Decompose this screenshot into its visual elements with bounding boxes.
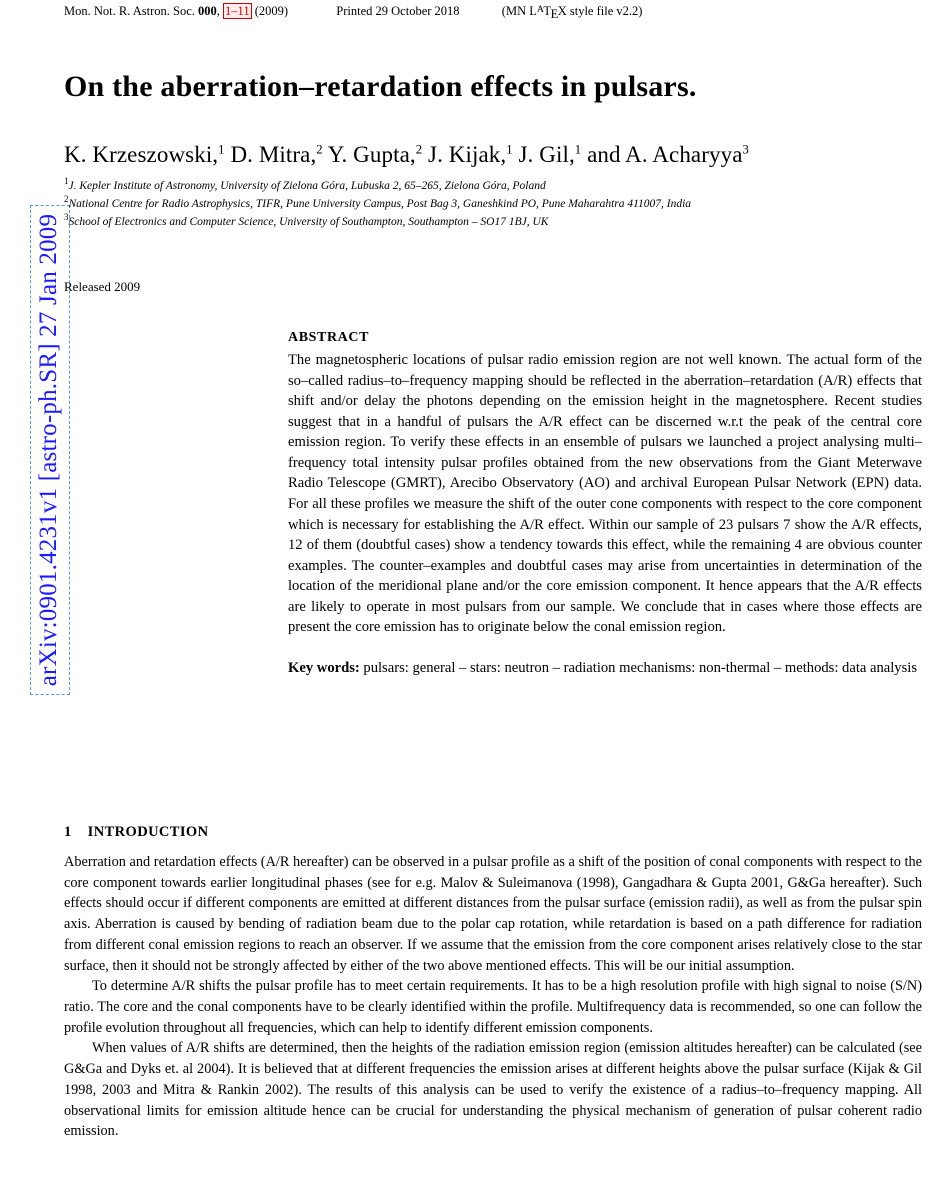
author-2-affil-marker: 2	[316, 142, 323, 157]
author-6-name: and A. Acharyya	[587, 142, 743, 167]
affiliation-3-marker: 3	[64, 212, 69, 222]
abstract-block	[288, 330, 922, 678]
affiliation-3-text: School of Electronics and Computer Science, University of Southampton, Southampton – SO17 1BJ, UK	[68, 215, 549, 228]
affiliation-1-marker: 1	[64, 176, 69, 186]
section-body-introduction	[64, 852, 922, 1142]
keywords-text: pulsars: general – stars: neutron – radiation mechanisms: non-thermal – methods: data analysis	[363, 659, 918, 676]
author-6	[587, 142, 749, 167]
author-2-name: D. Mitra,	[230, 142, 317, 167]
style-file-note-prefix: (MN L	[501, 4, 537, 18]
affiliation-2-marker: 2	[64, 194, 69, 204]
author-1	[64, 142, 225, 167]
author-2	[230, 142, 322, 167]
page-title: On the aberration–retardation effects in pulsars.	[64, 70, 697, 103]
abstract-text: The magnetospheric locations of pulsar radio emission region are not well known. The actual form of the so–called radius–to–frequency mapping should be reflected in the aberration–retardation (A/R) effects that shift and/or delay the photons depending on the emission height in the magnetosphere. Recent studies suggest that in a handful of pulsars the A/R effect can be discerned w.r.t the peak of the central core emission region. To verify these effects in an ensemble of pulsars we launched a project analysing multi–frequency total intensity pulsar profiles obtained from the new observations from the Giant Meterwave Radio Telescope (GMRT), Arecibo Observatory (AO) and archival European Pulsar Network (EPN) data. For all these profiles we measure the shift of the outer cone components with respect to the core component which is necessary for establishing the A/R effect. Within our sample of 23 pulsars 7 show the A/R effects, 12 of them (doubtful cases) show a tendency towards this effect, while the remaining 4 are obvious counter examples. The counter–examples and doubtful cases may arise from uncertainties in determination of the location of the meridional plane and/or the core emission component. It hence appears that the A/R effects are likely to operate in most pulsars from our sample. We conclude that in cases where those effects are present the core emission has to originate below the conal emission region.	[288, 352, 922, 636]
journal-volume: 000	[198, 4, 217, 18]
arxiv-stamp-text: arXiv:0901.4231v1 [astro-ph.SR] 27 Jan 2009	[30, 205, 70, 695]
author-1-affil-marker: 1	[218, 142, 225, 157]
paragraph-3: When values of A/R shifts are determined, then the heights of the radiation emission region (emission altitudes hereafter) can be calculated (see G&Ga and Dyks et. al 2004). It is believed that at different frequencies the emission arises at different heights above the pulsar surface (Kijak & Gil 1998, 2003 and Mitra & Rankin 2002). The results of this analysis can be used to verify the existence of a radius–to–frequency mapping. All observational limits for emission altitude hence can be crucial for understanding the physical mechanism of generation of pulsar coherent radio emission.	[64, 1040, 922, 1140]
author-4	[428, 142, 513, 167]
section-title: INTRODUCTION	[87, 824, 209, 840]
author-5	[519, 142, 582, 167]
author-4-name: J. Kijak,	[428, 142, 507, 167]
printed-date: Printed 29 October 2018	[336, 4, 460, 18]
released-date: Released 2009	[64, 279, 141, 294]
author-3-name: Y. Gupta,	[327, 142, 416, 167]
affiliation-1	[64, 176, 949, 194]
author-1-name: K. Krzeszowski,	[64, 142, 219, 167]
affiliation-2	[64, 194, 949, 212]
journal-page-range: 1–11	[225, 4, 250, 18]
affiliation-list	[64, 176, 949, 230]
journal-running-head: Mon. Not. R. Astron. Soc. 000, 1–11 (2009) Printed 29 October 2018 (MN $L^ATEX$ style file v2.2)	[64, 3, 643, 21]
latex-logo: $^A$TE	[536, 3, 558, 21]
section-number: 1	[64, 824, 72, 840]
section-heading-introduction	[64, 824, 208, 841]
author-5-name: J. Gil,	[518, 142, 575, 167]
author-3-affil-marker: 2	[415, 142, 423, 157]
author-3	[328, 142, 422, 167]
keywords-label: Key words:	[288, 659, 360, 676]
paragraph-1: Aberration and retardation effects (A/R hereafter) can be observed in a pulsar profile as a shift of the position of conal components with respect to the core component towards earlier longitudinal phases (see for e.g. Malov & Suleimanova (1998), Gangadhara & Gupta 2001, G&Ga hereafter). Such effects should occur if different components are emitted at different distances from the pulsar surface (emission radii), as well as from the pulsar spin axis. Aberration is caused by bending of radiation beam due to the polar cap rotation, while retardation is based on a path difference for radiation from different conal emission regions to reach an observer. If we assume that the emission from the core component arises relatively close to the star surface, then it should not be strongly affected by either of the two above mentioned effects. This will be our initial assumption.	[64, 854, 922, 974]
author-6-affil-marker: 3	[742, 142, 749, 157]
affiliation-3	[64, 212, 949, 230]
author-list	[64, 142, 949, 168]
affiliation-1-text: J. Kepler Institute of Astronomy, University of Zielona Góra, Lubuska 2, 65–265, Zielona Góra, Poland	[68, 179, 546, 192]
journal-year: (2009)	[254, 4, 289, 18]
latex-T: T	[543, 4, 551, 18]
abstract-heading: ABSTRACT	[288, 330, 370, 345]
style-file-note-suffix: X style file v2.2)	[557, 4, 643, 18]
keywords-block	[288, 658, 922, 679]
author-4-affil-marker: 1	[506, 142, 513, 157]
author-5-affil-marker: 1	[574, 142, 582, 157]
affiliation-2-text: National Centre for Radio Astrophysics, TIFR, Pune University Campus, Post Bag 3, Ganeshkind PO, Pune Maharahtra 411007, India	[68, 197, 692, 210]
paragraph-2: To determine A/R shifts the pulsar profile has to meet certain requirements. It has to be a high resolution profile with high signal to noise (S/N) ratio. The core and the conal components have to be clearly identified within the profile. Multifrequency data is recommended, so one can follow the profile evolution throughout all frequencies, which can help to identify different emission components.	[64, 978, 922, 1036]
journal-name: Mon. Not. R. Astron. Soc.	[64, 4, 195, 18]
